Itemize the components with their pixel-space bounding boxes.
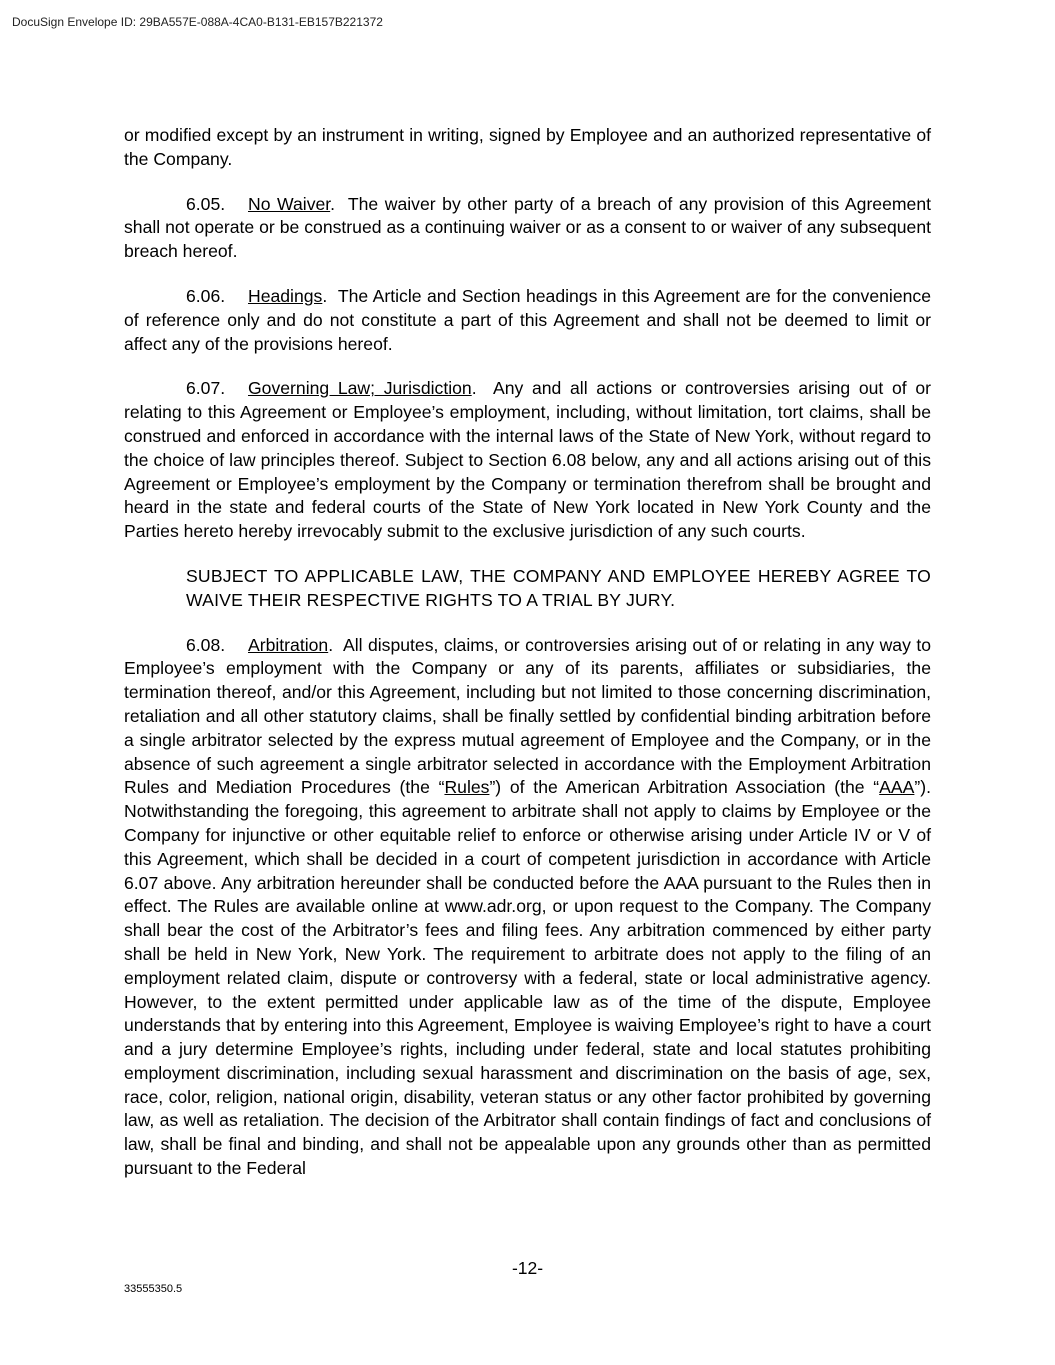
page-body [124, 124, 931, 1202]
arbitration-text-2: ”) of the American Arbitration Association (the “ [489, 777, 880, 798]
section-text: The Article and Section headings in this Agreement are for the convenience of reference only and do not constitute a part of this Agreement and shall not be deemed to limit or affect any of the provisions hereof. [124, 285, 931, 354]
document-id: 33555350.5 [124, 1283, 183, 1295]
arbitration-text-1: All disputes, claims, or controversies arising out of or relating in any way to Employee’s employment with the Company or any of its parents, affiliates or subsidiaries, the termination thereof, and/or this Agreement, including but not limited to those concerning discrimination, retaliation and all other statutory claims, shall be finally settled by confidential binding arbitration before a single arbitrator selected by the express mutual agreement of Employee and the Company, or in the absence of such agreement a single arbitrator selected in accordance with the Employment Arbitration Rules and Mediation Procedures (the “ [124, 634, 931, 798]
section-number: 6.05. [186, 193, 226, 214]
jury-waiver: SUBJECT TO APPLICABLE LAW, THE COMPANY AND EMPLOYEE HEREBY AGREE TO WAIVE THEIR RESPECTIVE RIGHTS TO A TRIAL BY JURY. [186, 565, 931, 610]
section-heading: Governing Law; Jurisdiction [248, 378, 472, 399]
section-number: 6.06. [186, 285, 226, 306]
section-number: 6.07. [186, 378, 226, 399]
continuation-paragraph: or modified except by an instrument in writing, signed by Employee and an authorized representative of the Company. [124, 125, 931, 169]
section-text: Any and all actions or controversies arising out of or relating to this Agreement or Employee’s employment, including, without limitation, tort claims, shall be construed and enforced in accordance with the internal laws of the State of New York, without regard to the choice of law principles thereof. Subject to Section 6.08 below, any and all actions arising out of this Agreement or Employee’s employment by the Company or termination therefrom shall be brought and heard in the state and federal courts of the State of New York located in New York County and the Parties hereto hereby irrevocably submit to the exclusive jurisdiction of any such courts. [124, 378, 931, 542]
section-6-06: 6.06. Headings. The Article and Section headings in this Agreement are for the convenience of reference only and do not constitute a part of this Agreement and shall not be deemed to limit or affect any of the provisions hereof. [124, 285, 931, 354]
section-6-08: 6.08. Arbitration. All disputes, claims, or controversies arising out of or relating in any way to Employee’s employment with the Company or any of its parents, affiliates or subsidiaries, the termination thereof, and/or this Agreement, including but not limited to those concerning discrimination, retaliation and all other statutory claims, shall be finally settled by confidential binding arbitration before a single arbitrator selected by the express mutual agreement of Employee and the Company, or in the absence of such agreement a single arbitrator selected in accordance with the Employment Arbitration Rules and Mediation Procedures (the “Rules”) of the American Arbitration Association (the “AAA”). Notwithstanding the foregoing, this agreement to arbitrate shall not apply to claims by Employee or the Company for injunctive or other equitable relief to enforce or otherwise arising under Article IV or V of this Agreement, which shall be decided in a court of competent jurisdiction in accordance with Article 6.07 above. Any arbitration hereunder shall be conducted before the AAA pursuant to the Rules then in effect. The Rules are available online at www.adr.org, or upon request to the Company. The Company shall bear the cost of the Arbitrator’s fees and filing fees. Any arbitration commenced by either party shall be held in New York, New York. The requirement to arbitrate does not apply to the filing of an employment related claim, dispute or controversy with a federal, state or local administrative agency. However, to the extent permitted under applicable law as of the time of the dispute, Employee understands that by entering into this Agreement, Employee is waiving Employee’s right to have a court and a jury determine Employee’s rights, including under federal, state and local statutes prohibiting employment discrimination, including sexual harassment and discrimination on the basis of age, sex, race, color, religion, national origin, disability, veteran status or any other factor prohibited by governing law, as well as retaliation. The decision of the Arbitrator shall contain findings of fact and conclusions of law, shall be final and binding, and shall not be appealable upon any grounds other than as permitted pursuant to the Federal [124, 634, 931, 1179]
page-number: -12- [511, 1258, 544, 1278]
aaa-defined-term: AAA [879, 777, 915, 798]
section-text: The waiver by other party of a breach of any provision of this Agreement shall not operate or be construed as a continuing waiver or as a consent to or waiver of any subsequent breach hereof. [124, 193, 931, 262]
arbitration-text-3: ”). Notwithstanding the foregoing, this agreement to arbitrate shall not apply to claims by Employee or the Company for injunctive or other equitable relief to enforce or otherwise arising under Article IV or V of this Agreement, which shall be decided in a court of competent jurisdiction in accordance with Article 6.07 above. Any arbitration hereunder shall be conducted before the AAA pursuant to the Rules then in effect. The Rules are available online at www.adr.org, or upon request to the Company. The Company shall bear the cost of the Arbitrator’s fees and filing fees. Any arbitration commenced by either party shall be held in New York, New York. The requirement to arbitrate does not apply to the filing of an employment related claim, dispute or controversy with a federal, state or local administrative agency. However, to the extent permitted under applicable law as of the time of the dispute, Employee understands that by entering into this Agreement, Employee is waiving Employee’s right to have a court and a jury determine Employee’s rights, including under federal, state and local statutes prohibiting employment discrimination, including sexual harassment and discrimination on the basis of age, sex, race, color, religion, national origin, disability, veteran status or any other factor prohibited by governing law, as well as retaliation. The decision of the Arbitrator shall contain findings of fact and conclusions of law, shall be final and binding, and shall not be appealable upon any grounds other than as permitted pursuant to the Federal [124, 777, 931, 1179]
section-heading: Headings [248, 285, 323, 306]
section-6-05: 6.05. No Waiver. The waiver by other party of a breach of any provision of this Agreement shall not operate or be construed as a continuing waiver or as a consent to or waiver of any subsequent breach hereof. [124, 193, 931, 262]
section-6-07: 6.07. Governing Law; Jurisdiction. Any and all actions or controversies arising out of or relating to this Agreement or Employee’s employment, including, without limitation, tort claims, shall be construed and enforced in accordance with the internal laws of the State of New York, without regard to the choice of law principles thereof. Subject to Section 6.08 below, any and all actions arising out of this Agreement or Employee’s employment by the Company or termination therefrom shall be brought and heard in the state and federal courts of the State of New York located in New York County and the Parties hereto hereby irrevocably submit to the exclusive jurisdiction of any such courts. [124, 378, 931, 542]
section-heading: No Waiver [248, 193, 331, 214]
docusign-envelope-id: DocuSign Envelope ID: 29BA557E-088A-4CA0-B131-EB157B221372 [12, 15, 383, 29]
section-number: 6.08. [186, 634, 226, 655]
rules-defined-term: Rules [444, 777, 490, 798]
section-heading: Arbitration [248, 634, 329, 655]
